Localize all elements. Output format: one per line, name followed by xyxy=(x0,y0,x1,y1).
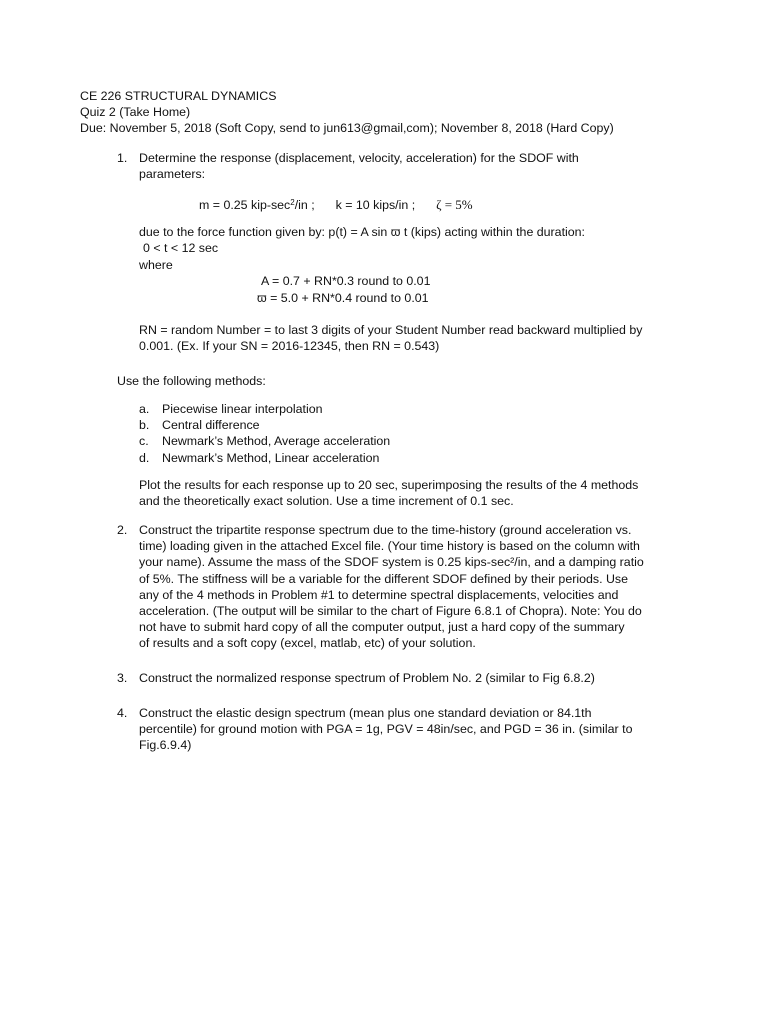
problem-2-line: of results and a soft copy (excel, matlab, etc) of your solution. xyxy=(139,636,476,651)
param-stiffness: k = 10 kips/in ; xyxy=(335,198,416,212)
document-header xyxy=(80,88,614,137)
problem-4-line: Fig.6.9.4) xyxy=(139,738,192,753)
problem-1-intro xyxy=(139,150,579,182)
methods-title-block xyxy=(117,373,266,389)
force-function-line: due to the force function given by: p(t) = A sin ϖ t (kips) acting within the duration: xyxy=(139,225,585,239)
problem-3-text xyxy=(139,670,595,686)
duration-range xyxy=(143,240,218,256)
plot-line: and the theoretically exact solution. Use a time increment of 0.1 sec. xyxy=(139,494,514,509)
problem-2-line: Construct the tripartite response spectrum due to the time-history (ground acceleration vs. xyxy=(139,523,632,537)
random-number-definition xyxy=(139,322,642,354)
problem-1-intro-line: Determine the response (displacement, velocity, acceleration) for the SDOF with xyxy=(139,151,579,165)
param-damping: ζ = 5% xyxy=(436,197,473,212)
quiz-title: Quiz 2 (Take Home) xyxy=(80,105,191,120)
due-dates: Due: November 5, 2018 (Soft Copy, send to jun613@gmail,com); November 8, 2018 (Hard Copy) xyxy=(80,121,614,136)
method-letter: a. xyxy=(139,402,150,416)
equation-omega: ϖ = 5.0 + RN*0.4 round to 0.01 xyxy=(257,291,429,305)
problem-2-line: acceleration. (The output will be similar to the chart of Figure 6.8.1 of Chopra). Note: You do xyxy=(139,604,642,619)
method-letter: c. xyxy=(139,434,149,449)
problem-4-number: 4. xyxy=(117,706,128,720)
problem-2-line: of 5%. The stiffness will be a variable for the different SDOF defined by their periods. Use xyxy=(139,571,628,586)
where-label-block xyxy=(139,257,173,273)
equation-a: A = 0.7 + RN*0.3 round to 0.01 xyxy=(261,274,431,288)
method-letter: b. xyxy=(139,418,150,433)
methods-title: Use the following methods: xyxy=(117,374,266,388)
problem-1-intro-line: parameters: xyxy=(139,167,206,182)
method-text: Newmark’s Method, Linear acceleration xyxy=(162,450,380,465)
method-letter: d. xyxy=(139,450,150,465)
problem-2-line: not have to submit hard copy of all the computer output, just a hard copy of the summary xyxy=(139,620,625,635)
equation-frequency xyxy=(257,290,429,306)
where-label: where xyxy=(139,258,173,272)
force-function xyxy=(139,224,585,240)
problem-1-number: 1. xyxy=(117,151,128,165)
param-mass-unit: /in ; xyxy=(294,198,315,212)
problem-4-line: Construct the elastic design spectrum (mean plus one standard deviation or 84.1th xyxy=(139,706,592,720)
problem-4-text xyxy=(139,705,632,754)
problem-2-text xyxy=(139,522,644,652)
duration-line: 0 < t < 12 sec xyxy=(143,241,219,255)
param-mass-exponent: 2 xyxy=(290,198,295,207)
rn-line: 0.001. (Ex. If your SN = 2016-12345, then RN = 0.543) xyxy=(139,339,440,354)
method-text: Piecewise linear interpolation xyxy=(162,402,323,416)
problem-2-number: 2. xyxy=(117,523,128,537)
problem-4-line: percentile) for ground motion with PGA = 1g, PGV = 48in/sec, and PGD = 36 in. (similar to xyxy=(139,722,633,737)
rn-line: RN = random Number = to last 3 digits of your Student Number read backward multiplied by xyxy=(139,323,643,337)
plot-instructions xyxy=(139,477,638,509)
problem-1-parameters xyxy=(199,195,473,213)
method-text: Newmark’s Method, Average acceleration xyxy=(162,434,391,449)
problem-3-number: 3. xyxy=(117,671,128,685)
problem-2-line: time) loading given in the attached Excel file. (Your time history is based on the column with xyxy=(139,539,640,554)
course-title: CE 226 STRUCTURAL DYNAMICS xyxy=(80,89,277,103)
problem-3-line: Construct the normalized response spectrum of Problem No. 2 (similar to Fig 6.8.2) xyxy=(139,671,595,685)
problem-2-line: your name). Assume the mass of the SDOF system is 0.25 kips-sec²/in, and a damping ratio xyxy=(139,555,644,570)
plot-line: Plot the results for each response up to 20 sec, superimposing the results of the 4 methods xyxy=(139,478,639,492)
method-text: Central difference xyxy=(162,418,260,433)
equation-amplitude xyxy=(261,273,430,289)
problem-2-line: any of the 4 methods in Problem #1 to determine spectral displacements, velocities and xyxy=(139,587,619,602)
param-mass: m = 0.25 kip-sec xyxy=(199,198,291,212)
